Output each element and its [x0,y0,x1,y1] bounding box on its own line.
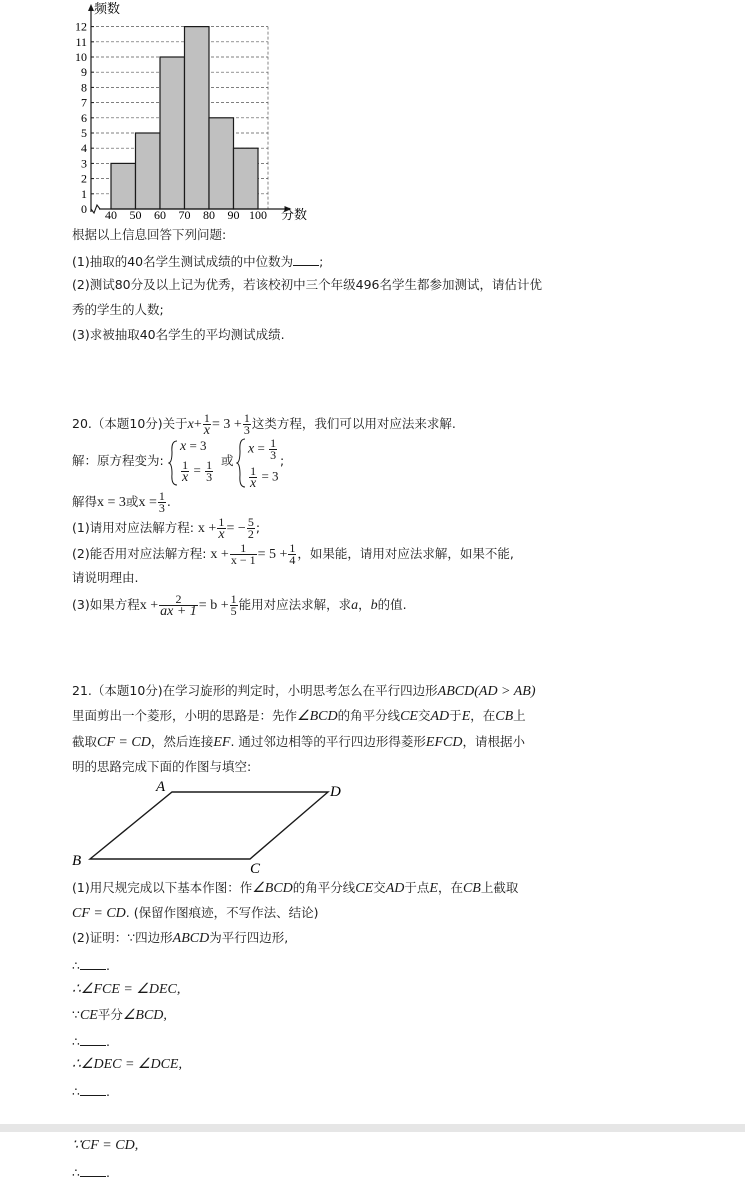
page-break [0,1124,745,1132]
histogram-bar [160,57,185,209]
x-tick-label: 80 [203,208,215,222]
y-tick-label: 12 [75,19,87,34]
y-tick-label: 11 [75,34,87,49]
or-label: 或 [221,453,234,468]
vertex-a-label: A [156,779,166,795]
system2-row2: $\frac{1}{x}$ = 3 [250,464,279,491]
q21-line3: 截取CF = CD，然后连接EF. 通过邻边相等的平行四边形得菱形EFCD，请根据小 [72,734,525,750]
q21-part1: (1)用尺规完成以下基本作图：作∠BCD的角平分线CE交AD于点E，在CB上截取 [72,880,519,896]
y-axis-label: 频数 [94,1,121,16]
q20-part2-cont: 请说明理由. [72,570,139,585]
proof-step-1: ∴ . [72,955,110,975]
x-tick-label: 60 [154,208,166,222]
q21-part2: (2)证明：∵四边形ABCD为平行四边形, [72,930,289,946]
y-tick-label: 9 [81,65,87,80]
q20-part1: (1)请用对应法解方程: x + $\frac{1}{x}$ = − $\frac{5}{2}$ ; [72,515,261,542]
proof-step-3: ∵CE平分∠BCD, [72,1007,167,1023]
x-tick-label: 50 [129,208,142,222]
proof-step-8: ∴ . [72,1162,110,1182]
x-tick-label: 100 [249,208,267,222]
semicolon: ; [280,453,285,468]
q19-part3: (3)求被抽取40名学生的平均测试成绩. [72,327,285,342]
left-brace-icon [236,438,246,488]
answer-blank[interactable] [293,251,319,266]
q19-part1: (1)抽取的40名学生测试成绩的中位数为 ; [72,251,323,271]
q21-line4: 明的思路完成下面的作图与填空: [72,759,252,774]
histogram-bar [209,118,234,209]
left-brace-icon [168,440,178,486]
q19-part2-cont: 秀的学生的人数; [72,302,164,317]
y-tick-label: 8 [81,80,87,95]
parallelogram-abcd [90,792,328,859]
q20-part3: (3)如果方程x + $\frac{2}{ax + 1}$ = b + $\frac{1}{5}$ 能用对应法求解，求a，b的值. [72,592,407,619]
vertex-b-label: B [72,853,82,869]
q19-intro: 根据以上信息回答下列问题: [72,227,227,242]
y-tick-label: 4 [81,141,87,156]
y-tick-label: 7 [81,95,87,110]
q20-solution-label: 解：原方程变为: [72,453,164,468]
answer-blank[interactable] [80,955,106,970]
proof-step-4: ∴ . [72,1031,110,1051]
histogram-chart [50,0,370,230]
y-tick-label: 6 [81,110,87,125]
answer-blank[interactable] [80,1031,106,1046]
answer-blank[interactable] [80,1162,106,1177]
histogram-bar [111,163,136,209]
x-tick-label: 70 [178,208,191,222]
x-tick-label: 40 [105,208,117,222]
proof-step-5: ∴∠DEC = ∠DCE, [72,1057,182,1072]
x-axis-label: 分数 [281,207,308,222]
q21-part1-cont: CF = CD. (保留作图痕迹，不写作法、结论) [72,905,319,921]
proof-step-6: ∴ . [72,1081,110,1101]
q20-part2: (2)能否用对应法解方程: x + $\frac{1}{x - 1}$ = 5 + $\frac{1}{4}$ ，如果能，请用对应法求解，如果不能, [72,541,514,567]
system2-row1: x = $\frac{1}{3}$ [248,436,277,462]
histogram-bar [136,133,161,209]
proof-step-7: ∵CF = CD, [72,1138,139,1153]
vertex-c-label: C [250,861,261,877]
system1-row2: $\frac{1}{x}$ = $\frac{1}{3}$ [182,458,213,485]
vertex-d-label: D [330,784,341,800]
q20-heading: 20.（本题10分)关于x+ $\frac{1}{x}$ = 3 + $\frac{1}{3}$ 这类方程，我们可以用对应法来求解. [72,411,456,438]
y-tick-label: 3 [81,156,87,171]
y-tick-label: 10 [75,50,87,64]
q19-part2: (2)测试80分及以上记为优秀，若该校初中三个年级496名学生都参加测试，请估计优 [72,277,542,292]
y-tick-label: 0 [81,202,87,216]
y-tick-label: 5 [81,126,87,140]
parallelogram-figure [68,777,368,877]
system1-row1: x = 3 [180,438,207,454]
q20-result: 解得x = 3或x = $\frac{1}{3}$ . [72,489,171,515]
proof-step-2: ∴∠FCE = ∠DEC, [72,982,181,997]
axis-break-icon [91,205,100,213]
histogram-bar [234,148,259,209]
answer-blank[interactable] [80,1081,106,1096]
q21-line1: 21.（本题10分)在学习旋形的判定时，小明思考怎么在平行四边形ABCD(AD > AB) [72,683,536,699]
y-tick-label: 1 [81,186,87,201]
x-tick-label: 90 [227,208,240,222]
histogram-bar [185,27,210,209]
q21-line2: 里面剪出一个菱形，小明的思路是：先作∠BCD的角平分线CE交AD于E，在CB上 [72,708,526,724]
y-tick-label: 2 [81,171,87,186]
